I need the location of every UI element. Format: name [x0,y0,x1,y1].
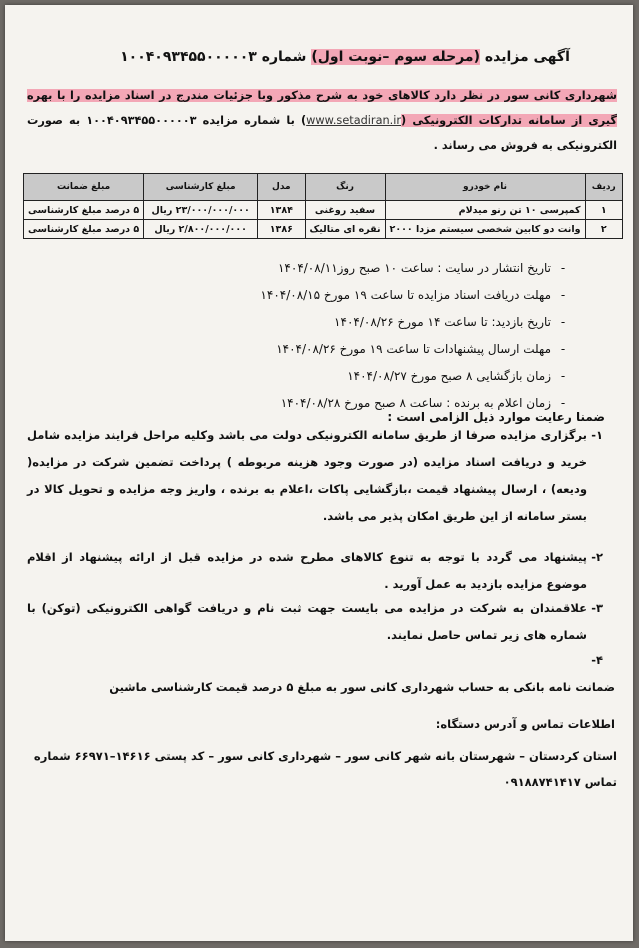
cell-expert-price: ۲/۸۰۰/۰۰۰/۰۰۰ ریال [144,220,258,239]
cell-color: سفید روغنی [305,201,385,220]
header-expert-price: مبلغ کارشناسی [144,174,258,201]
date-text: تاریخ بازدید: تا ساعت ۱۴ مورخ ۱۴۰۴/۰۸/۲۶ [334,315,551,329]
date-text: مهلت دریافت اسناد مزایده تا ساعت ۱۹ مورخ ۱۴۰۴/۰۸/۱۵ [260,288,551,302]
conditions-heading: ضمنا رعایت موارد ذیل الزامی است : [387,410,605,424]
header-vehicle-name: نام خودرو [385,174,585,201]
bullet-dash: - [560,342,566,356]
date-text: مهلت ارسال پیشنهادات تا ساعت ۱۹ مورخ ۱۴۰۴/۰۸/۲۶ [276,342,551,356]
condition-number: ۴- [591,653,603,667]
dates-list [35,255,575,417]
condition-item [27,595,603,649]
cell-model: ۱۳۸۶ [258,220,305,239]
date-bid-deadline [35,336,575,363]
cell-model: ۱۳۸۴ [258,201,305,220]
table-row [24,220,623,239]
cell-guarantee: ۵ درصد مبلغ کارشناسی [24,201,144,220]
condition-text: علاقمندان به شرکت در مزایده می بایست جهت ثبت نام و دریافت گواهی الکترونیکی (توکن) با شماره های زیر تماس حاصل نمایند. [27,601,587,642]
date-text: تاریخ انتشار در سایت : ساعت ۱۰ صبح روز۱۴۰۴/۰۸/۱۱ [277,261,551,275]
notice-title [115,49,575,65]
bullet-dash: - [560,288,566,302]
date-publish [35,255,575,282]
cell-row-number: ۱ [585,201,622,220]
condition-item [27,544,603,598]
condition-number: ۳- [591,601,603,615]
cell-vehicle-name: وانت دو کابین شخصی سیستم مزدا ۲۰۰۰ [385,220,585,239]
bullet-dash: - [560,315,566,329]
guarantee-text: ضمانت نامه بانکی به حساب شهرداری کانی سور به مبلغ ۵ درصد قیمت کارشناسی ماشین [109,680,615,694]
title-prefix: آگهی مزایده [484,49,570,65]
header-guarantee: مبلغ ضمانت [24,174,144,201]
intro-paragraph [27,83,617,158]
bullet-dash: - [560,261,566,275]
table-header-row [24,174,623,201]
cell-vehicle-name: کمپرسی ۱۰ تن رنو میدلام [385,201,585,220]
intro-text-2: ) با شماره مزایده ۱۰۰۴۰۹۳۴۵۵۰۰۰۰۰۳ به صورت الکترونیکی به فروش می رساند . [27,114,617,152]
condition-number: ۱- [591,428,603,442]
header-row-number: ردیف [585,174,622,201]
contact-address: استان کردستان – شهرستان بانه شهر کانی سور – شهرداری کانی سور – کد پستی ۱۴۶۱۶–۶۶۹۷۱ شماره تماس ۰۹۱۸۸۷۴۱۴۱۷ [33,749,617,789]
header-model: مدل [258,174,305,201]
condition-number: ۲- [591,550,603,564]
date-visit [35,309,575,336]
date-text: زمان بازگشایی ۸ صبح مورخ ۱۴۰۴/۰۸/۲۷ [347,369,551,383]
items-table [23,173,623,239]
contact-heading: اطلاعات تماس و آدرس دستگاه: [435,717,615,731]
title-suffix: شماره ۱۰۰۴۰۹۳۴۵۵۰۰۰۰۰۳ [120,49,307,65]
cell-color: نقره ای متالیک [305,220,385,239]
setadiran-link[interactable]: www.setadiran.ir [306,114,402,127]
date-docs-deadline [35,282,575,309]
condition-text: برگزاری مزایده صرفا از طریق سامانه الکترونیکی دولت می باشد وکلیه مراحل فرایند مزایده شامل خرید و دریافت اسناد مزایده (در صورت وجود هزینه مربوطه ) پرداخت تضمین شرکت در مزایده( ودیعه) ، ارسال پیشنهاد قیمت ،بازگشایی پاکات ،اعلام به برنده ، واریز وجه مزایده و تحویل کالا در بستر سامانه از این طریق امکان پذیر می باشد. [27,428,587,523]
intro-text-1: شهرداری کانی سور در نظر دارد کالاهای خود به شرح مذکور وبا جزئیات مندرج در اسناد مزایده را با بهره گیری از سامانه تدارکات الکترونیکی ( [27,89,617,127]
bullet-dash: - [560,396,566,410]
cell-row-number: ۲ [585,220,622,239]
table-row [24,201,623,220]
cell-guarantee: ۵ درصد مبلغ کارشناسی [24,220,144,239]
condition-item [27,422,603,530]
notice-paper [5,5,633,941]
cell-expert-price: ۲۳/۰۰۰/۰۰۰/۰۰۰ ریال [144,201,258,220]
title-highlight: (مرحله سوم –نوبت اول) [311,49,480,65]
date-text: زمان اعلام به برنده : ساعت ۸ صبح مورخ ۱۴۰۴/۰۸/۲۸ [280,396,551,410]
header-color: رنگ [305,174,385,201]
bullet-dash: - [560,369,566,383]
date-opening [35,363,575,390]
condition-text: پیشنهاد می گردد با توجه به تنوع کالاهای مطرح شده در مزایده قبل از ارائه پیشنهاد از اقلام موضوع مزایده بازدید به عمل آورید . [27,550,587,591]
